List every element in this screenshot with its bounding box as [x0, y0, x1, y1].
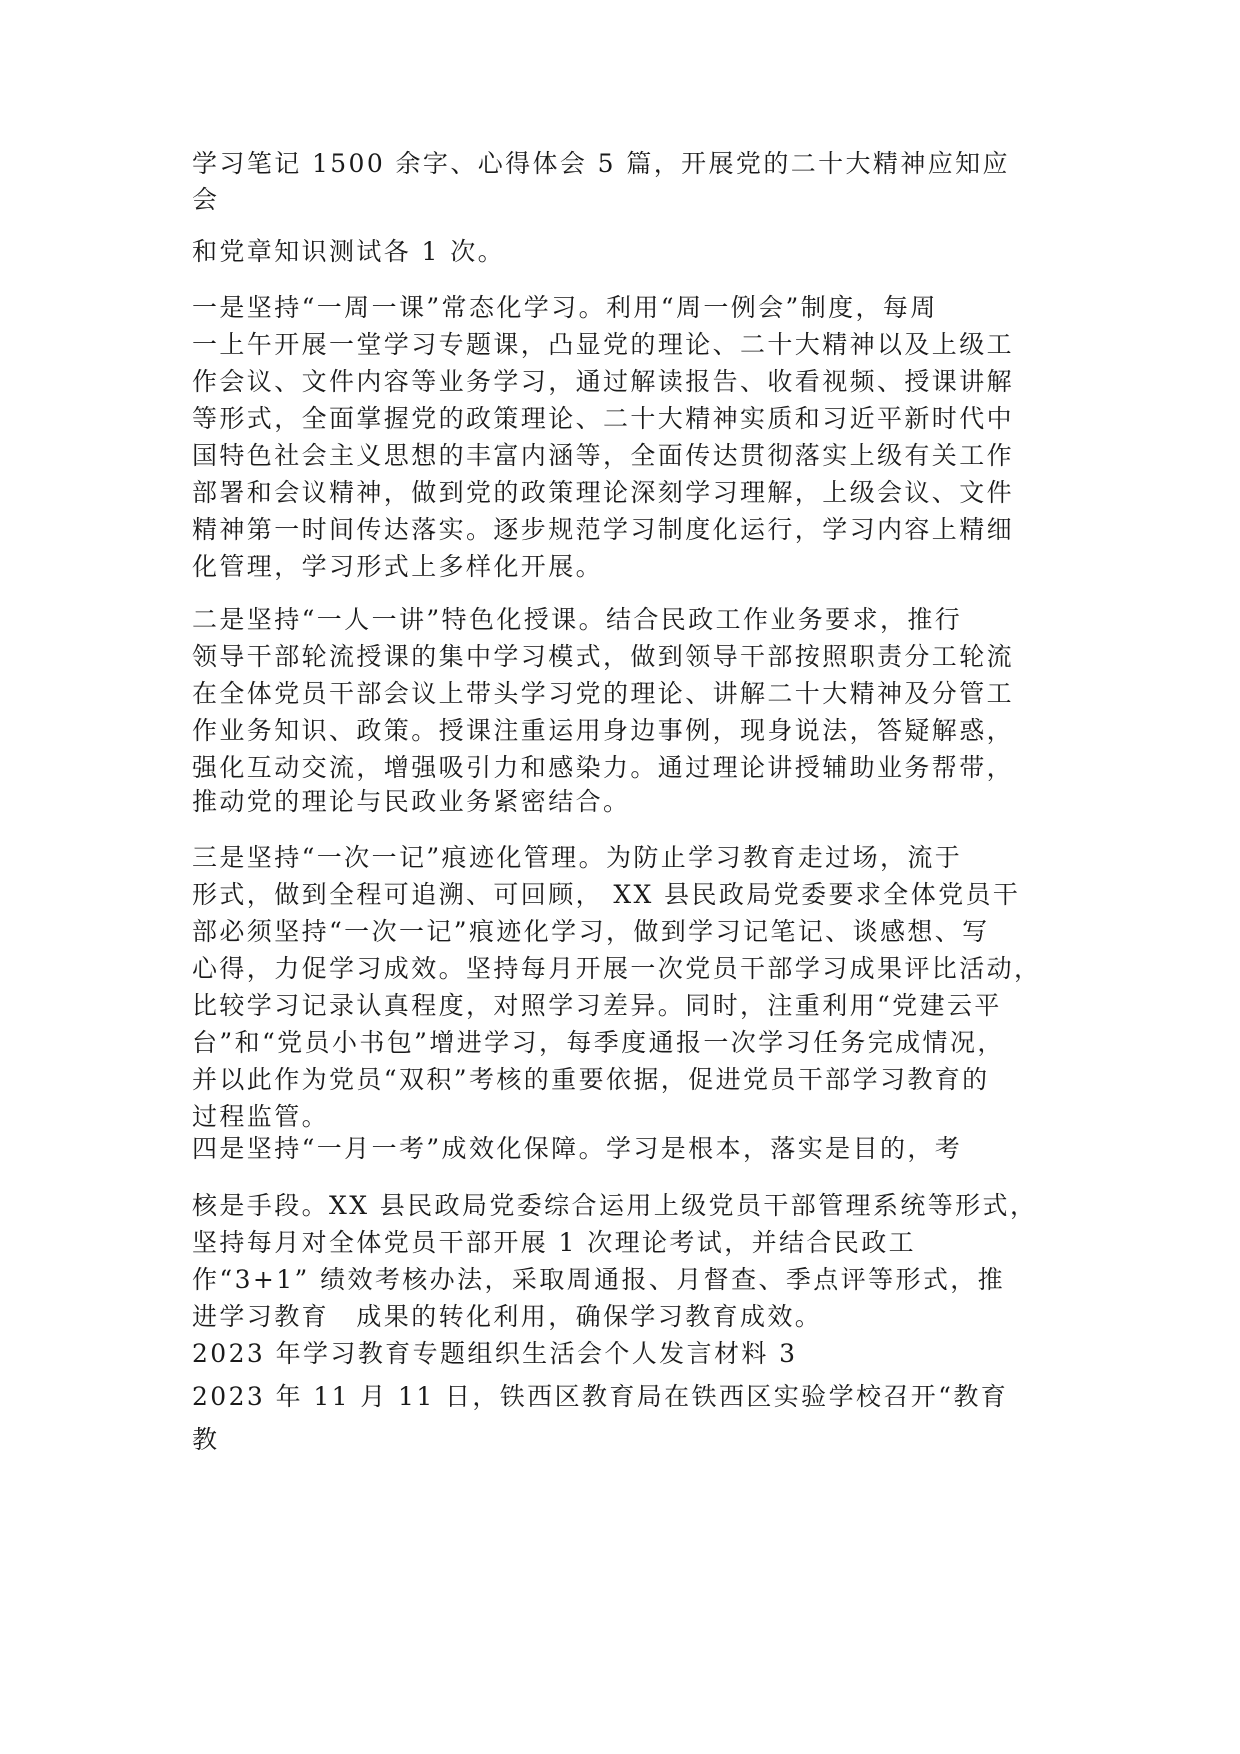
paragraph-line: 四是坚持“一月一考”成效化保障。学习是根本，落实是目的，考 [192, 1134, 963, 1163]
paragraph-line: 心得，力促学习成效。坚持每月开展一次党员干部学习成果评比活动， [192, 954, 1042, 983]
paragraph-line: 2023 年学习教育专题组织生活会个人发言材料 3 [192, 1339, 798, 1368]
paragraph-line: 进学习教育 成果的转化利用，确保学习教育成效。 [192, 1302, 823, 1331]
paragraph-line: 部署和会议精神，做到党的政策理论深刻学习理解，上级会议、文件 [192, 478, 1015, 507]
paragraph-line: 作业务知识、政策。授课注重运用身边事例，现身说法，答疑解惑， [192, 716, 1015, 745]
paragraph-line: 领导干部轮流授课的集中学习模式，做到领导干部按照职责分工轮流 [192, 642, 1015, 671]
paragraph-line: 三是坚持“一次一记”痕迹化管理。为防止学习教育走过场，流于 [192, 843, 963, 872]
paragraph-line: 一上午开展一堂学习专题课，凸显党的理论、二十大精神以及上级工 [192, 330, 1015, 359]
paragraph-line: 化管理，学习形式上多样化开展。 [192, 552, 604, 581]
paragraph-line: 作“3+1” 绩效考核办法，采取周通报、月督查、季点评等形式，推 [192, 1265, 1006, 1294]
paragraph-line: 教 [192, 1425, 220, 1454]
paragraph-line: 等形式，全面掌握党的政策理论、二十大精神实质和习近平新时代中 [192, 404, 1015, 433]
paragraph-line: 台”和“党员小书包”增进学习，每季度通报一次学习任务完成情况， [192, 1028, 1005, 1057]
paragraph-line: 比较学习记录认真程度，对照学习差异。同时，注重利用“党建云平 [192, 991, 1002, 1020]
text-line: 学习笔记 1500 余字、心得体会 5 篇，开展党的二十大精神应知应 [192, 149, 1010, 178]
paragraph-line: 并以此作为党员“双积”考核的重要依据，促进党员干部学习教育的 [192, 1065, 990, 1094]
paragraph-line: 坚持每月对全体党员干部开展 1 次理论考试，并结合民政工 [192, 1228, 917, 1257]
section-heading: 2023 年 11 月 11 日，铁西区教育局在铁西区实验学校召开“教育 [192, 1382, 1009, 1411]
paragraph-line: 精神第一时间传达落实。逐步规范学习制度化运行，学习内容上精细 [192, 515, 1015, 544]
paragraph-line: 在全体党员干部会议上带头学习党的理论、讲解二十大精神及分管工 [192, 679, 1015, 708]
paragraph-line: 部必须坚持“一次一记”痕迹化学习，做到学习记笔记、谈感想、写 [192, 917, 990, 946]
paragraph-line: 强化互动交流，增强吸引力和感染力。通过理论讲授辅助业务帮带， [192, 753, 1015, 782]
paragraph-line: 形式，做到全程可追溯、可回顾， XX 县民政局党委要求全体党员干 [192, 880, 1021, 909]
paragraph-line: 核是手段。XX 县民政局党委综合运用上级党员干部管理系统等形式， [192, 1191, 1038, 1220]
paragraph-line: 作会议、文件内容等业务学习，通过解读报告、收看视频、授课讲解 [192, 367, 1015, 396]
paragraph-line: 国特色社会主义思想的丰富内涵等，全面传达贯彻落实上级有关工作 [192, 441, 1015, 470]
paragraph-line: 过程监管。 [192, 1102, 330, 1131]
paragraph-line: 二是坚持“一人一讲”特色化授课。结合民政工作业务要求，推行 [192, 605, 963, 634]
text-line: 和党章知识测试各 1 次。 [192, 237, 506, 266]
text-line: 会 [192, 185, 220, 214]
paragraph-line: 一是坚持“一周一课”常态化学习。利用“周一例会”制度，每周 [192, 293, 938, 322]
paragraph-line [192, 1456, 1062, 1496]
paragraph-line: 推动党的理论与民政业务紧密结合。 [192, 787, 631, 816]
